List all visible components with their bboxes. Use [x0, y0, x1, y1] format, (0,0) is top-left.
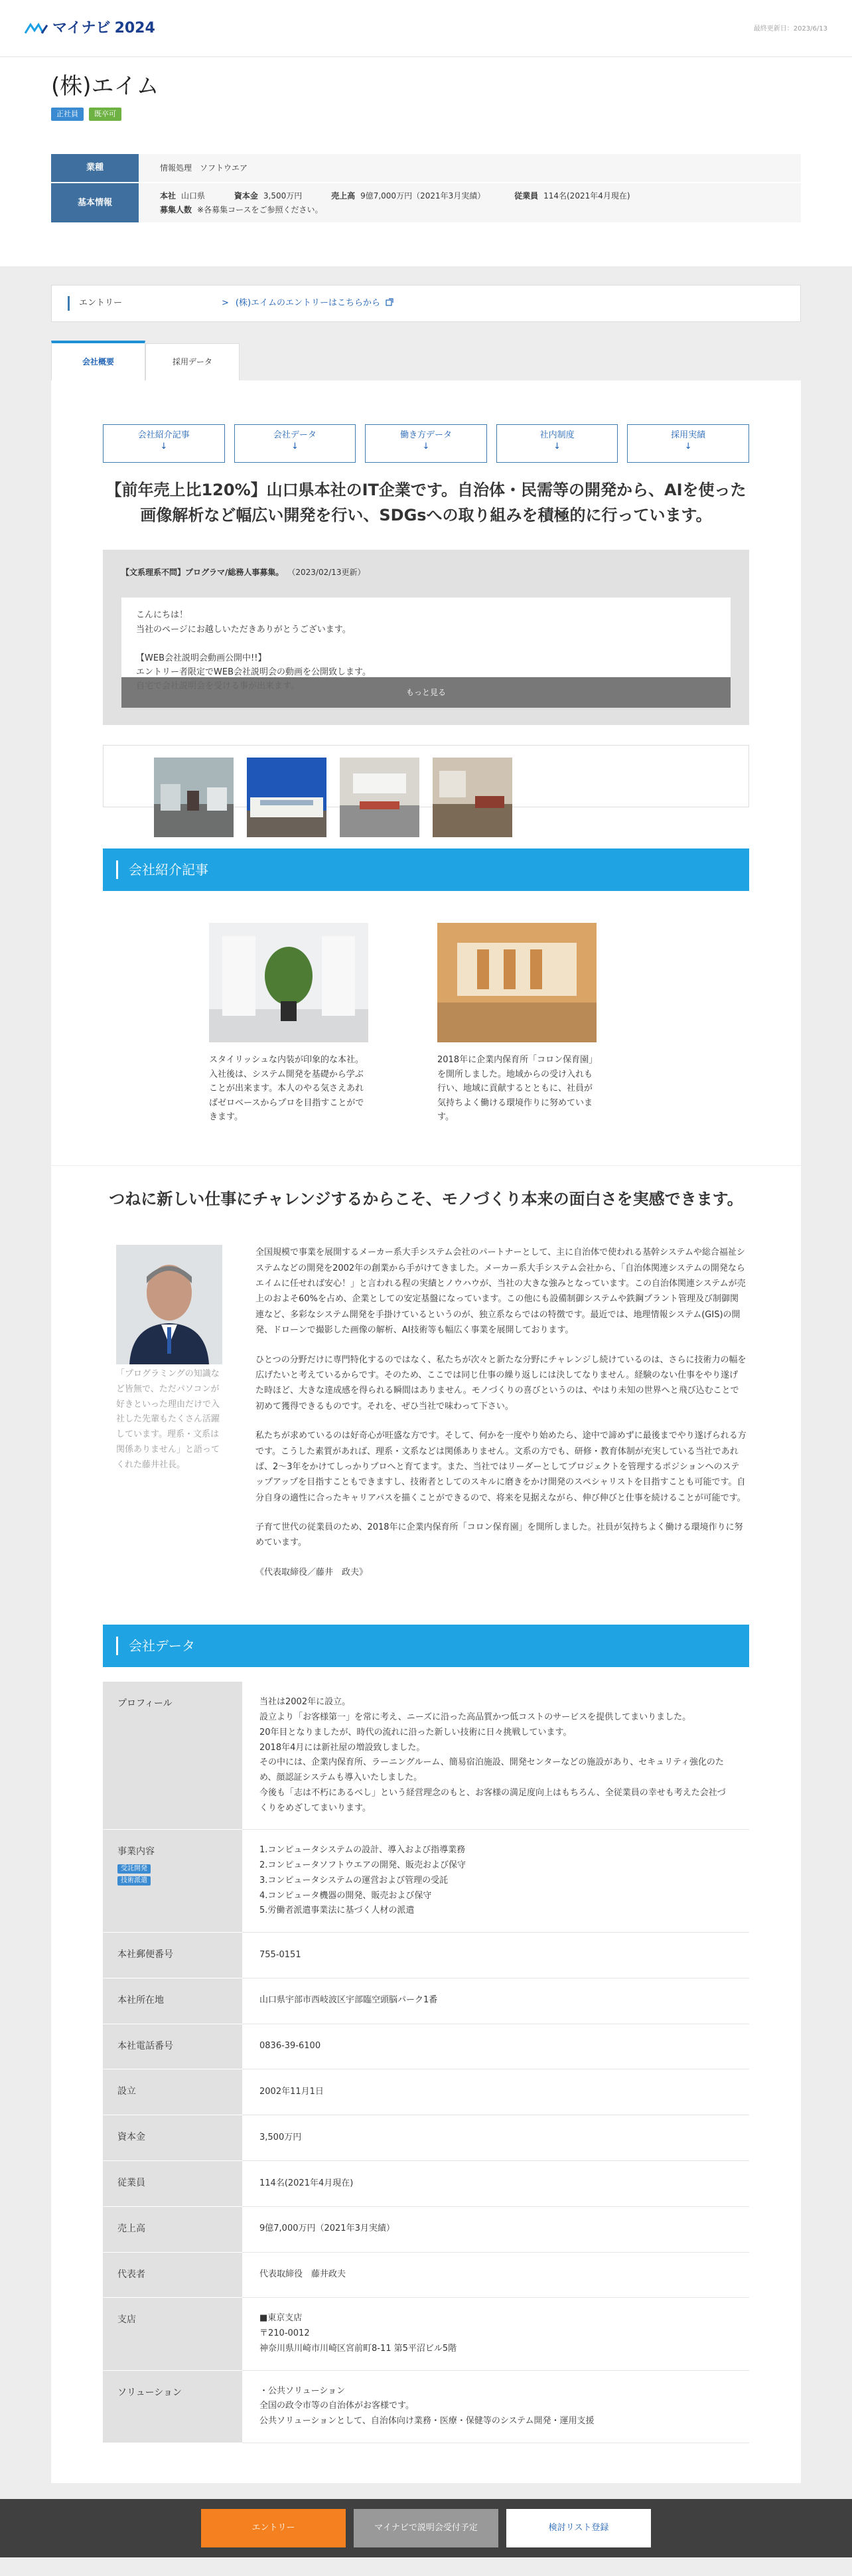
- article-text: 2018年に企業内保育所「コロン保育園」を開所しました。地域からの受け入れも行い、地域に貢献するとともに、社員が気持ちよく働ける環境作りに努めています。: [437, 1055, 593, 1122]
- catch-copy: 【前年売上比120%】山口県本社のIT企業です。自治体・民需等の開発から、AIを使った画像解析など幅広い開発を行い、SDGsへの取り組みを積極的に行っています。: [106, 481, 746, 525]
- row-label: 資本金: [103, 2115, 242, 2161]
- row-label: 本社郵便番号: [103, 1933, 242, 1978]
- basic-info-table: [51, 154, 801, 224]
- tag-tech-dispatch: 技術派遣: [117, 1876, 151, 1886]
- row-value: 9億7,000万円（2021年3月実績）: [242, 2206, 749, 2252]
- site-header: [0, 0, 852, 57]
- nav-company-data-label: 会社データ: [273, 430, 317, 441]
- business-tags: [117, 1864, 228, 1886]
- pr-box: [103, 550, 749, 725]
- badge-graduate-ok: 既卒可: [89, 108, 121, 121]
- table-row: [103, 1978, 749, 2024]
- table-row: [103, 1682, 749, 1830]
- president-caption: 「プログラミングの知識など皆無で、ただパソコンが好きといった理由だけで入社した先輩もたくさん活躍しています。理系・文系は関係ありません」と語ってくれた藤井社長。: [116, 1369, 220, 1470]
- last-updated: 最終更新日：2023/6/13: [753, 25, 827, 33]
- pr-date: （2023/02/13更新）: [291, 567, 366, 577]
- row-value: 0836-39-6100: [242, 2024, 749, 2069]
- nav-workstyle-label: 働き方データ: [399, 430, 452, 441]
- company-data-table: [103, 1682, 749, 2443]
- entry-link-text: (株)エイムのエントリーはこちらから: [235, 298, 381, 309]
- company-name: (株)エイム: [51, 73, 159, 100]
- gallery-photo-building[interactable]: [247, 758, 326, 837]
- row-value: 755-0151: [242, 1933, 749, 1978]
- tab-company-overview[interactable]: 会社概要: [51, 341, 145, 380]
- row-value: 山口県宇部市西岐波区宇部臨空頭脳パーク1番: [242, 1978, 749, 2024]
- pr-header: [121, 566, 731, 579]
- down-arrow-icon: ↓: [422, 441, 430, 451]
- company-data-section-title: [103, 1625, 749, 1667]
- down-arrow-icon: ↓: [553, 441, 561, 451]
- row-label: 本社電話番号: [103, 2024, 242, 2069]
- row-value: 114名(2021年4月現在): [242, 2160, 749, 2206]
- gallery-photo-office[interactable]: [154, 758, 234, 837]
- mynavi-logo-icon: [25, 23, 48, 35]
- pr-line: 当社のページにお越しいただきありがとうございます。: [136, 624, 351, 635]
- recruit-value: ※各募集コースをご参照ください。: [197, 204, 323, 214]
- section-title-bar: [116, 1637, 118, 1655]
- row-label: 代表者: [103, 2252, 242, 2298]
- tab-recruit-data[interactable]: 採用データ: [145, 343, 240, 380]
- row-value: ■東京支店 〒210-0012 神奈川県川崎市川崎区宮前町8-11 第5平沼ビル5階: [242, 2298, 749, 2370]
- row-label: 本社所在地: [103, 1978, 242, 2024]
- entry-link[interactable]: [222, 296, 393, 311]
- photo-gallery: [103, 745, 749, 807]
- table-row: [103, 2206, 749, 2252]
- message-paragraph: 私たちが求めているのは好奇心が旺盛な方です。そして、何かを一度やり始めたら、途中で諦めずに最後までやり遂げられる方です。こうした素質があれば、理系・文系などは関係ありません。文系の方でも、研修・教育体制が充実している当社であれば、2〜3年をかけてしっかりプロへと育てます。また、当社ではリーダーとしてプロジェクトを管理するポジションへのステップアップを目指すこともできますし、技術者としてのスキルに磨きをかけ開発のスペシャリストを目指すことも可能です。自分自身の適性に合ったキャリアパスを描くことができるので、将来を見据えながら、伸び伸びと仕事を続けることが可能です。: [255, 1431, 746, 1503]
- tag-contract-dev: 受託開発: [117, 1864, 151, 1874]
- row-value: ・公共ソリューション 全国の政令市等の自治体がお客様です。 公共ソリューションとして、自治体向け業務・医療・保健等のシステム開発・運用支援: [242, 2370, 749, 2443]
- entry-label: エントリー: [68, 296, 222, 311]
- row-label: 売上高: [103, 2206, 242, 2252]
- articles-section-title-text: 会社紹介記事: [129, 862, 208, 878]
- table-row: [103, 2069, 749, 2115]
- table-row: [103, 2298, 749, 2370]
- basic-info-label: 基本情報: [51, 183, 139, 223]
- tab-bar: [51, 341, 801, 380]
- article-image-nursery: [437, 923, 597, 1042]
- president-profile: [116, 1245, 222, 1594]
- pr-line: [136, 637, 716, 651]
- hq-label: 本社: [160, 191, 177, 201]
- main-area: [0, 266, 852, 2576]
- pr-text: [121, 598, 731, 708]
- table-row: [103, 1933, 749, 1978]
- down-arrow-icon: ↓: [160, 441, 168, 451]
- nav-systems-label: 社内制度: [539, 430, 575, 441]
- employment-badges: [51, 108, 801, 121]
- table-row: [103, 1830, 749, 1933]
- divider: [51, 1165, 801, 1166]
- pr-line: こんにちは！: [136, 610, 188, 621]
- pr-title: 【文系理系不問】プログラマ/総務人事募集。: [121, 567, 284, 577]
- nav-hiring-record-button[interactable]: [627, 424, 749, 463]
- section-title-bar: [116, 860, 118, 879]
- mynavi-logo[interactable]: [25, 16, 155, 40]
- entry-button[interactable]: エントリー: [201, 2509, 346, 2547]
- article-item: [437, 923, 597, 1124]
- message-paragraph: 全国規模で事業を展開するメーカー系大手システム会社のパートナーとして、主に自治体で使われる基幹システムや総合福祉システムなどの開発を2002年の創業から手がけてきました。メーカー系大手システム会社から、「自治体関連システムの開発ならエイムに任せれば安心！」と言われる程の実績とノウハウが、当社の大きな強みとなっています。この自治体関連システムが売上のおよそ60%を占め、企業としての安定基盤になっています。この他にも設備制御システムや鉄鋼プラント管理及び制御関連など、多彩なシステム開発を手掛けているというのが、独立系ならではの特徴です。最近では、地理情報システム(GIS)の開発、ドローンで撮影した画像の解析、AI技術等も幅広く事業を展開しております。: [255, 1248, 746, 1336]
- logo-year: 2024: [114, 20, 155, 37]
- row-label: 従業員: [103, 2160, 242, 2206]
- table-row: [103, 2252, 749, 2298]
- row-label-business: [103, 1830, 242, 1933]
- nav-articles-button[interactable]: [103, 424, 225, 463]
- row-label: 設立: [103, 2069, 242, 2115]
- industry-value: 情報処理 ソフトウエア: [139, 154, 801, 183]
- down-arrow-icon: ↓: [684, 441, 692, 451]
- anchor-nav: [103, 424, 749, 463]
- logo-text: マイナビ: [52, 20, 111, 37]
- articles-section-title: [103, 848, 749, 891]
- row-label: ソリューション: [103, 2370, 242, 2443]
- basic-info-value: [139, 183, 801, 223]
- pr-line: エントリー者限定でWEB会社説明会の動画を公開致します。: [136, 667, 371, 677]
- article-item: [209, 923, 368, 1124]
- seminar-button[interactable]: マイナビで説明会受付予定: [354, 2509, 498, 2547]
- recruit-label: 募集人数: [160, 204, 192, 214]
- message-paragraph: 子育て世代の従業員のため、2018年に企業内保育所「コロン保育園」を開所しました。社員が気持ちよく働ける環境作りに努めています。: [255, 1522, 743, 1548]
- nav-articles-label: 会社紹介記事: [137, 430, 190, 441]
- company-data-section-title-text: 会社データ: [129, 1638, 195, 1654]
- article-text: スタイリッシュな内装が印象的な本社。入社後は、システム開発を基礎から学ぶことが出来ます。本人のやる気さえあればゼロベースからプロを目指すことができます。: [209, 1055, 364, 1122]
- row-label: 支店: [103, 2298, 242, 2370]
- president-message: [103, 1245, 749, 1594]
- down-arrow-icon: ↓: [291, 441, 299, 451]
- message-signature: 《代表取締役／藤井 政夫》: [255, 1567, 368, 1577]
- row-value: 当社は2002年に設立。 設立より「お客様第一」を常に考え、ニーズに沿った高品質かつ低コストのサービスを提供してまいりました。 20年目となりましたが、時代の流れに沿った新しい技術に日々挑戦しています。 2018年4月には新社屋の増設致しました。 その中には、企業内保育所、ラーニングルーム、簡易宿泊施設、開発センターなどの施設があり、セキュリティ強化のため、顔認証システムも導入いたしました。 今後も「志は不朽にあるべし」という経営理念のもと、お客様の満足度向上はもちろん、全従業員の幸せも考えた会社づくりをめざしてまいります。: [242, 1682, 749, 1830]
- employees-value: 114名(2021年4月現在): [543, 191, 630, 201]
- row-value: 代表取締役 藤井政夫: [242, 2252, 749, 2298]
- capital-label: 資本金: [234, 191, 258, 201]
- message-paragraph: ひとつの分野だけに専門特化するのではなく、私たちが次々と新たな分野にチャレンジし続けているのは、さらに技術力の幅を広げたいと考えているからです。そのため、ここでは同じ仕事の繰り返しには決してなりません。経験のない仕事をやり遂げた時ほど、大きな達成感を得られる瞬間はありません。モノづくりの喜びというのは、やはり未知の世界へと飛び込むことで初めて獲得できるものです。それを、ぜひ当社で味わって下さい。: [255, 1354, 746, 1411]
- president-photo: [116, 1245, 222, 1364]
- article-list: [103, 923, 749, 1124]
- capital-value: 3,500万円: [263, 191, 303, 201]
- hq-value: 山口県: [181, 191, 206, 201]
- company-head: [51, 72, 801, 121]
- row-label: 事業内容: [117, 1846, 155, 1858]
- table-row: [103, 2370, 749, 2443]
- nav-workstyle-button[interactable]: [365, 424, 487, 463]
- row-value: 2002年11月1日: [242, 2069, 749, 2115]
- badge-fulltime: 正社員: [51, 108, 84, 121]
- row-label: プロフィール: [103, 1682, 242, 1830]
- table-row: [103, 2115, 749, 2161]
- gallery-photo-room[interactable]: [433, 758, 512, 837]
- nav-company-data-button[interactable]: [234, 424, 356, 463]
- gallery-photo-meeting-room[interactable]: [340, 758, 419, 837]
- sales-label: 売上高: [331, 191, 356, 201]
- show-more-button[interactable]: もっと見る: [121, 677, 731, 708]
- entry-box: [51, 285, 801, 322]
- row-value: 1.コンピュータシステムの設計、導入および指導業務 2.コンピュータソフトウエアの開発、販売および保守 3.コンピュータシステムの運営および管理の受託 4.コンピュータ機器の開発、販売および保守 5.労働者派遣事業法に基づく人材の派遣: [242, 1830, 749, 1933]
- entry-arrow: >: [222, 298, 229, 309]
- table-row: [103, 2024, 749, 2069]
- sticky-action-bar: [0, 2499, 852, 2557]
- article-image-lobby: [209, 923, 368, 1042]
- pr-line: 【WEB会社説明会動画公開中!!】: [136, 653, 267, 663]
- message-body: [255, 1245, 746, 1594]
- content-panel: [51, 380, 801, 2483]
- nav-hiring-record-label: 採用実績: [671, 430, 706, 441]
- table-row: [103, 2160, 749, 2206]
- employees-label: 従業員: [514, 191, 539, 201]
- message-title: つねに新しい仕事にチャレンジするからこそ、モノづくり本来の面白さを実感できます。: [109, 1190, 743, 1209]
- sales-value: 9億7,000万円（2021年3月実績）: [360, 191, 486, 201]
- external-link-icon: [386, 298, 393, 306]
- row-value: 3,500万円: [242, 2115, 749, 2161]
- industry-label: 業種: [51, 154, 139, 183]
- nav-systems-button[interactable]: [496, 424, 618, 463]
- add-to-list-button[interactable]: 検討リスト登録: [506, 2509, 651, 2547]
